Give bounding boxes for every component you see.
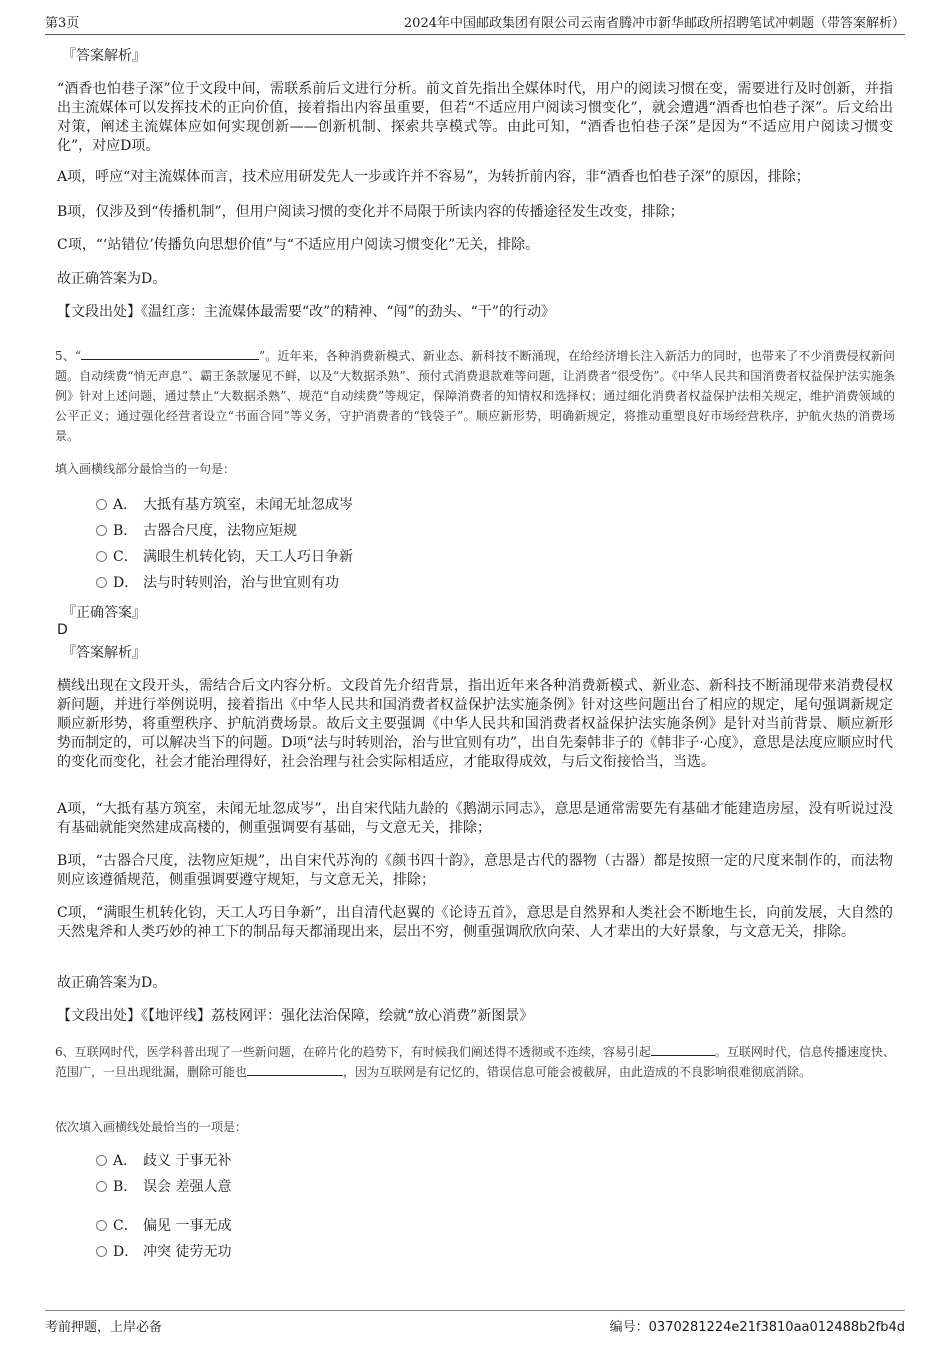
q5-stem <box>55 346 895 446</box>
q4-option-c-analysis: C项，“‘站错位’传播负向思想价值”与“不适应用户阅读习惯变化”无关，排除。 <box>57 237 540 253</box>
q4-source: 【文段出处】《温红彦：主流媒体最需要“改”的精神、“闯”的劲头、“干”的行动》 <box>57 304 555 320</box>
q5-option-d[interactable]: D． 法与时转则治，治与世宜则有功 <box>96 573 339 593</box>
q6-option-b[interactable]: B． 误会 差强人意 <box>96 1177 231 1197</box>
q4-analysis: “酒香也怕巷子深”位于文段中间，需联系前后文进行分析。前文首先指出全媒体时代，用户的阅读习惯在变，需要进行及时创新，并指出主流媒体可以发挥技术的正向价值，接着指出内容虽重要，但若“不适应用户阅读习惯变化”，就会遭遇“酒香也怕巷子深”。后文给出对策，阐述主流媒体应如何实现创新——创新机制、探索共享模式等。由此可知，“酒香也怕巷子深”是因为“不适应用户阅读习惯变化”，对应D项。 <box>57 81 893 154</box>
q5-correct-label: 『正确答案』 <box>62 605 146 621</box>
q6-blank-1 <box>651 1044 715 1056</box>
q6-stem: 6、互联网时代，医学科普出现了一些新问题，在碎片化的趋势下，有时候我们阐述得不透彻或不连续，容易引起 。互联网时代，信息传播速度快、范围广，一旦出现纰漏，删除可能也 ，因为互联网是有记忆的，错误信息可能会被截屏，由此造成的不良影响很难彻底消除。 <box>55 1045 895 1079</box>
q5-conclusion: 故正确答案为D。 <box>57 975 167 991</box>
radio-icon[interactable] <box>96 525 107 536</box>
q5-option-a-analysis: A项，“大抵有基方筑室，未闻无址忽成岑”，出自宋代陆九龄的《鹅湖示同志》，意思是通常需要先有基础才能建造房屋，没有听说过没有基础就能突然建成高楼的，侧重强调要有基础，与文意无关，排除； <box>57 801 893 836</box>
q5-analysis-label: 『答案解析』 <box>62 645 146 661</box>
page-header <box>45 10 905 35</box>
q5-option-c[interactable]: C． 满眼生机转化钧，天工人巧日争新 <box>96 547 353 567</box>
q5-blank <box>81 348 259 360</box>
radio-icon[interactable] <box>96 499 107 510</box>
q5-option-c-analysis: C项，“满眼生机转化钧，天工人巧日争新”，出自清代赵翼的《论诗五首》，意思是自然界和人类社会不断地生长，向前发展，大自然的天然鬼斧和人类巧妙的神工下的制品每天都涌现出来，层出不穷，侧重强调欣欣向荣、人才辈出的大好景象，与文意无关，排除。 <box>57 905 893 940</box>
radio-icon[interactable] <box>96 577 107 588</box>
q4-conclusion: 故正确答案为D。 <box>57 271 167 287</box>
radio-icon[interactable] <box>96 1220 107 1231</box>
q5-option-b[interactable]: B． 古器合尺度，法物应矩规 <box>96 521 297 541</box>
q6-option-c[interactable]: C． 偏见 一事无成 <box>96 1216 231 1236</box>
page-number: 第3页 <box>45 16 80 31</box>
q6-option-a[interactable]: A． 歧义 于事无补 <box>96 1151 231 1171</box>
q5-option-b-analysis: B项，“古器合尺度，法物应矩规”，出自宋代苏洵的《颜书四十韵》，意思是古代的器物（古器）都是按照一定的尺度来制作的，而法物则应该遵循规范，侧重强调要遵守规矩，与文意无关，排除； <box>57 853 893 888</box>
q5-source: 【文段出处】《【地评线】荔枝网评：强化法治保障，绘就“放心消费”新图景》 <box>57 1008 534 1024</box>
q4-option-a-analysis: A项，呼应“对主流媒体而言，技术应用研发先人一步或许并不容易”，为转折前内容，非“酒香也怕巷子深”的原因，排除； <box>57 169 810 185</box>
q4-option-b-analysis: B项，仅涉及到“传播机制”，但用户阅读习惯的变化并不局限于所读内容的传播途径发生改变，排除； <box>57 204 684 220</box>
radio-icon[interactable] <box>96 551 107 562</box>
q6-blank-2 <box>247 1064 343 1076</box>
document-code: 编号：0370281224e21f3810aa012488b2fb4d <box>609 1320 905 1335</box>
q6-option-d[interactable]: D． 冲突 徒劳无功 <box>96 1242 231 1262</box>
radio-icon[interactable] <box>96 1155 107 1166</box>
radio-icon[interactable] <box>96 1181 107 1192</box>
q5-correct-answer: D <box>57 622 68 638</box>
q5-number: 5、“ <box>55 349 81 363</box>
q5-analysis: 横线出现在文段开头，需结合后文内容分析。文段首先介绍背景，指出近年来各种消费新模式、新业态、新科技不断涌现带来消费侵权新问题，并进行举例说明，接着指出《中华人民共和国消费者权益保护法实施条例》针对这些问题出台了相应的规定，尾句强调新规定顺应新形势，将重塑秩序、护航消费场景。故后文主要强调《中华人民共和国消费者权益保护法实施条例》是针对当前背景、顺应新形势而制定的，可以解决当下的问题。D项“法与时转则治，治与世宜则有功”，出自先秦韩非子的《韩非子·心度》，意思是法度应顺应时代的变化而变化，社会才能治理得好，社会治理与社会实际相适应，才能取得成效，与后文衔接恰当，当选。 <box>57 678 893 770</box>
q5-prompt: 填入画横线部分最恰当的一句是： <box>55 462 236 476</box>
q6-prompt: 依次填入画横线处最恰当的一项是： <box>55 1120 248 1134</box>
page-footer <box>45 1310 905 1337</box>
radio-icon[interactable] <box>96 1246 107 1257</box>
footer-slogan: 考前押题，上岸必备 <box>45 1320 163 1335</box>
q5-option-a[interactable]: A． 大抵有基方筑室，未闻无址忽成岑 <box>96 495 353 515</box>
document-title: 2024年中国邮政集团有限公司云南省腾冲市新华邮政所招聘笔试冲刺题（带答案解析） <box>403 16 905 31</box>
q4-analysis-label: 『答案解析』 <box>62 48 146 64</box>
q5-text: ”。近年来，各种消费新模式、新业态、新科技不断涌现，在给经济增长注入新活力的同时，也带来了不少消费侵权新问题。自动续费“悄无声息”、霸王条款屡见不鲜，以及“大数据杀熟”、预付式消费退款难等问题，让消费者“很受伤”。《中华人民共和国消费者权益保护法实施条例》针对上述问题，通过禁止“大数据杀熟”、规范“自动续费”等规定，保障消费者的知情权和选择权；通过细化消费者权益保护法相关规定，维护消费领域的公平正义；通过强化经营者设立“书面合同”等义务，守护消费者的“钱袋子”。顺应新形势，明确新规定，将推动重塑良好市场经营秩序，护航火热的消费场景。 <box>55 349 895 443</box>
